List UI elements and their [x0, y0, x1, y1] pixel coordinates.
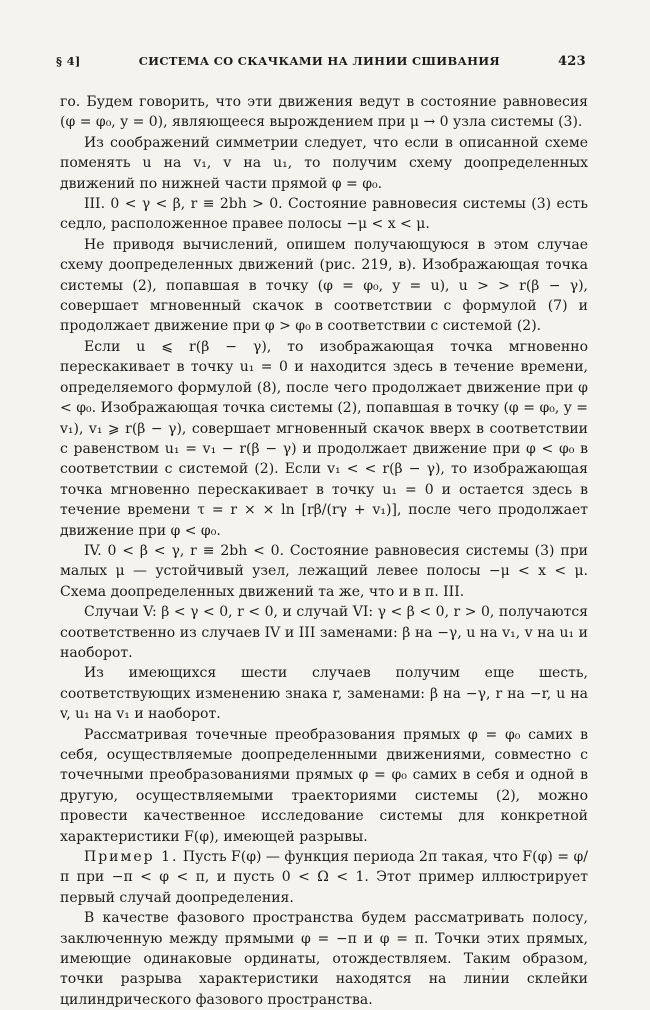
running-header: [56, 54, 586, 69]
page-number: 423: [557, 54, 586, 69]
section-mark: § 4]: [56, 54, 81, 68]
paragraph-six-more-cases: Из имеющихся шести случаев получим еще шесть, соответствующих изменению знака r, заменами: β на −γ, r на −r, u на v, u₁ на v₁ и наоборот.: [60, 665, 588, 723]
paragraph-case-3: III. 0 < γ < β, r ≡ 2bh > 0. Состояние равновесия системы (3) есть седло, расположенное правее полосы −μ < x < μ.: [60, 196, 588, 233]
paragraph-case-4: IV. 0 < β < γ, r ≡ 2bh < 0. Состояние равновесия системы (3) при малых μ — устойчивый узел, лежащий левее полосы −μ < x < μ. Схема доопределенных движений та же, что и в п. III.: [60, 542, 588, 600]
paragraph-continuation: го. Будем говорить, что эти движения ведут в состояние равновесия (φ = φ₀, y = 0), являющееся вырождением при μ → 0 узла системы (3).: [60, 94, 588, 131]
example-text: Пусть F(φ) — функция периода 2π такая, что F(φ) = φ/π при −π < φ < π, и пусть 0 < Ω < 1. Этот пример иллюстрирует первый случай доопределения.: [60, 849, 589, 906]
page-body: [60, 92, 588, 1010]
paragraph-phase-space: В качестве фазового пространства будем рассматривать полосу, заключенную между прямыми φ = −π и φ = π. Точки этих прямых, имеющие одинаковые ординаты, отождествляем. Таким образом, точки разрыва характеристики находятся на линии склейки цилиндрического фазового пространства.: [60, 910, 588, 1008]
paragraph-case-3-jump: Если u ⩽ r(β − γ), то изображающая точка мгновенно перескакивает в точку u₁ = 0 и находится здесь в течение времени, определяемого формулой (8), после чего продолжает движение при φ < φ₀. Изображающая точка системы (2), попавшая в точку (φ = φ₀, y = v₁), v₁ ⩾ r(β − γ), совершает мгновенный скачок вверх в соответствии с равенством u₁ = v₁ − r(β − γ) и продолжает движение при φ < φ₀ в соответствии с системой (2). Если v₁ < < r(β − γ), то изображающая точка мгновенно перескакивает в точку u₁ = 0 и остается здесь в течение времени τ = r × × ln [rβ/(rγ + v₁)], после чего продолжает движение при φ < φ₀.: [60, 338, 588, 539]
paragraph-example-1: [60, 847, 588, 908]
paragraph-symmetry: Из соображений симметрии следует, что если в описанной схеме поменять u на v₁, v на u₁, то получим схему доопределенных движений по нижней части прямой φ = φ₀.: [60, 134, 588, 192]
paragraph-case-3-description: Не приводя вычислений, опишем получающуюся в этом случае схему доопределенных движений (рис. 219, в). Изображающая точка системы (2), попавшая в точку (φ = φ₀, y = u), u > > r(β − γ), совершает мгновенный скачок в соответствии с формулой (7) и продолжает движение при φ > φ₀ в соответствии с системой (2).: [60, 236, 588, 335]
print-speck: [492, 968, 494, 970]
paragraph-point-transformations: Рассматривая точечные преобразования прямых φ = φ₀ самих в себя, осуществляемые доопределенными движениями, совместно с точечными преобразованиями прямых φ = φ₀ самих в себя и одной в другую, осуществляемыми траекториями системы (2), можно провести качественное исследование системы для конкретной характеристики F(φ), имеющей разрывы.: [60, 726, 588, 845]
paragraph-cases-5-6: Случаи V: β < γ < 0, r < 0, и случай VI: γ < β < 0, r > 0, получаются соответственно из случаев IV и III заменами: β на −γ, u на v₁, v на u₁ и наоборот.: [60, 604, 588, 661]
example-label: Пример 1.: [84, 849, 179, 866]
running-title: СИСТЕМА СО СКАЧКАМИ НА ЛИНИИ СШИВАНИЯ: [138, 54, 500, 68]
